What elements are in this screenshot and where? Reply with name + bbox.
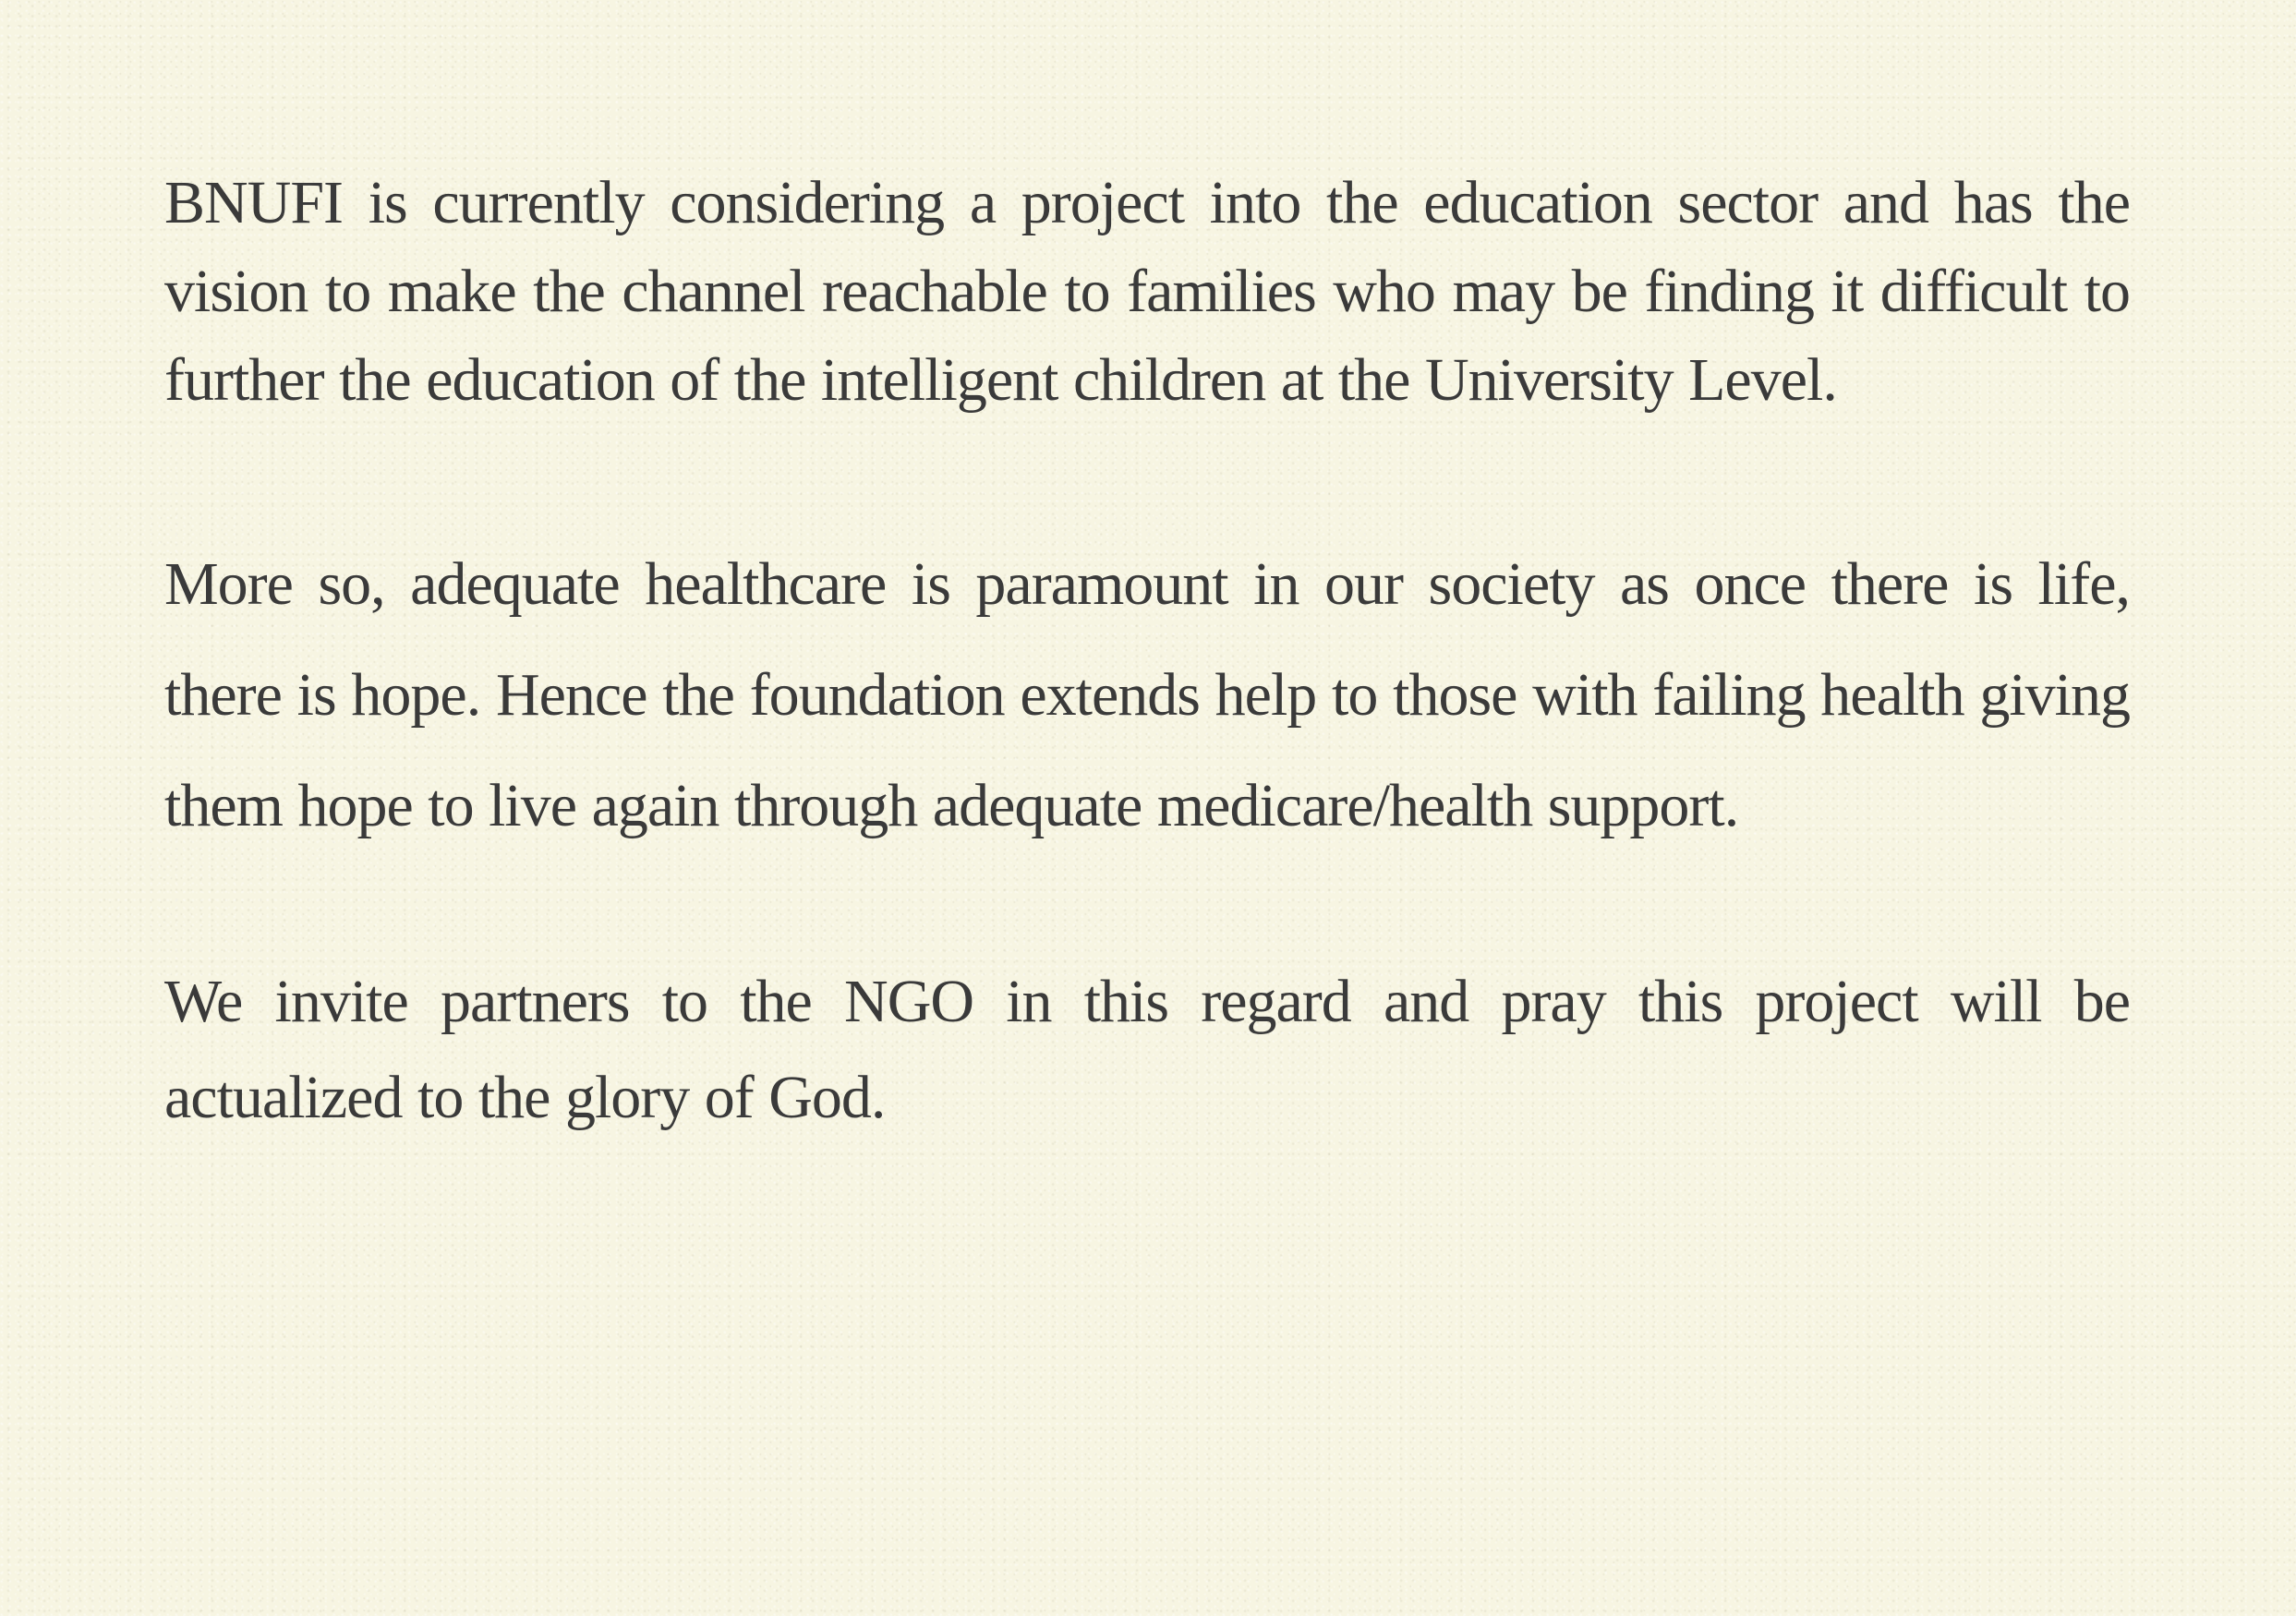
document-body (164, 159, 2130, 1146)
paragraph-education: BNUFI is currently considering a project into the education sector and has the vision to make the channel reachable to families who may be finding it difficult to further the education of the intelligent children at the University Level. (164, 169, 2130, 414)
paragraph-partners: We invite partners to the NGO in this regard and pray this project will be actualized to the glory of God. (164, 968, 2130, 1131)
paragraph-healthcare: More so, adequate healthcare is paramount in our society as once there is life, there is hope. Hence the foundation extends help to those with failing health giving them hope to live again through adequate medicare/health support. (164, 550, 2130, 839)
